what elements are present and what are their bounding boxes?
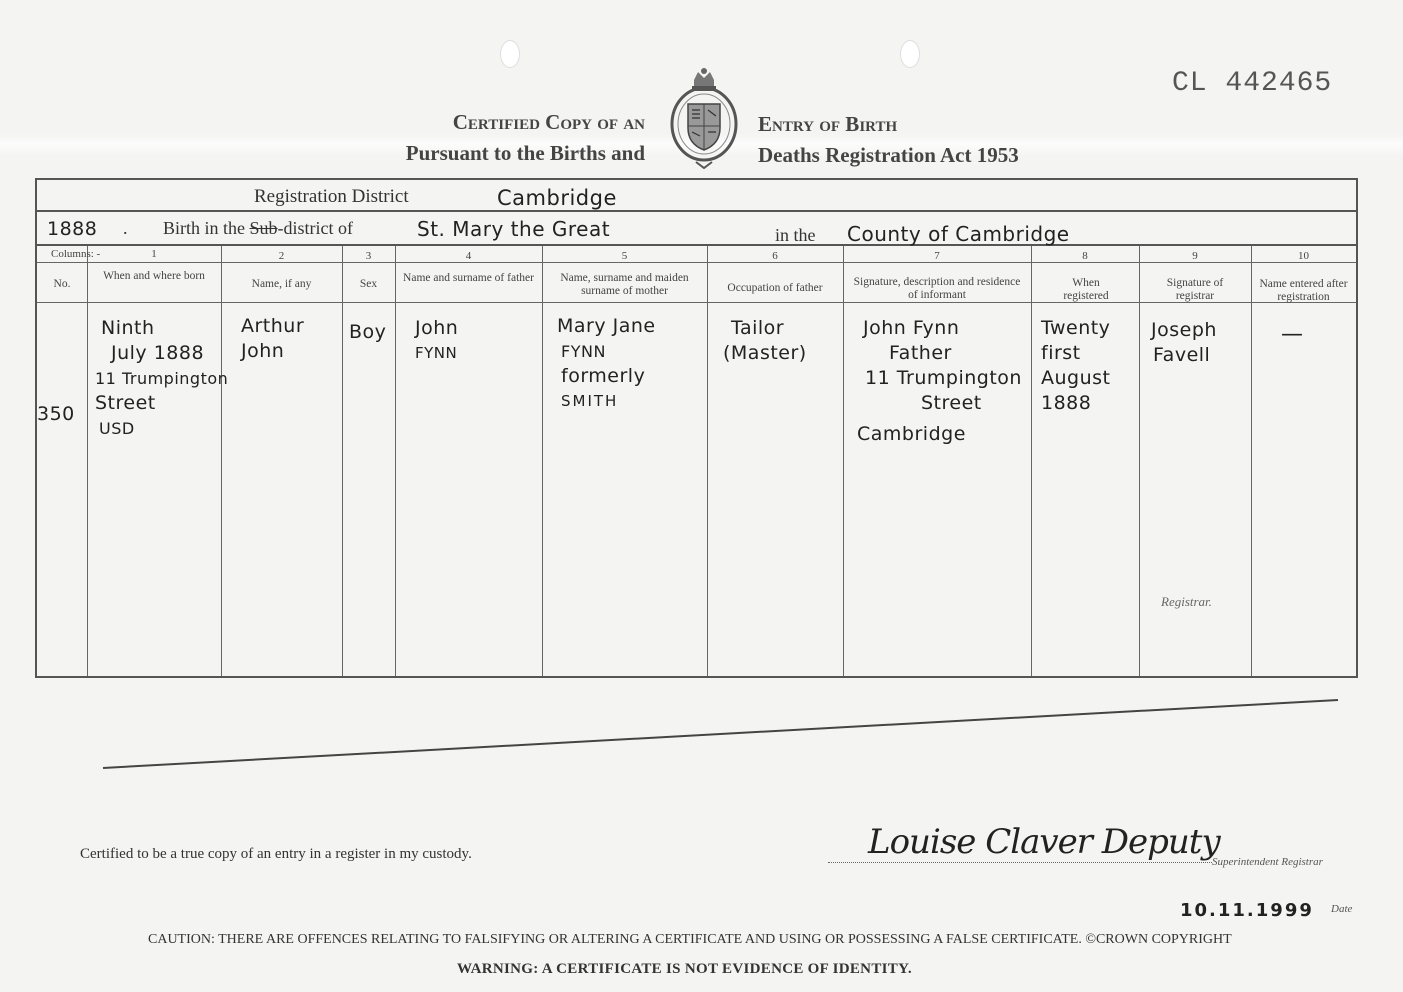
entry-father: John FYNN — [415, 317, 459, 362]
column-number: 1 — [151, 248, 157, 260]
column-heading: Name and surname of father — [403, 272, 534, 284]
column-heading: Name, surname and maiden surname of mother — [560, 272, 689, 297]
certification-statement: Certified to be a true copy of an entry in a register in my custody. — [80, 846, 472, 862]
entry-when-where-born: Ninth July 1888 11 Trumpington Street USD — [95, 317, 229, 438]
column-heading: No. — [53, 278, 71, 290]
column-number: 6 — [772, 250, 778, 262]
in-the-label: in the — [775, 225, 816, 245]
entry-registrar-signature: Joseph Favell — [1151, 319, 1217, 366]
registration-district-label: Registration District — [254, 186, 409, 207]
entry-father-occupation: Tailor (Master) — [723, 317, 807, 364]
registration-district-value: Cambridge — [497, 186, 617, 210]
subdistrict-label: Birth in the Sub-district of — [163, 218, 353, 238]
column-number: 3 — [365, 250, 372, 262]
signature-caption: Superintendent Registrar — [1212, 856, 1323, 868]
subdistrict-value: St. Mary the Great — [417, 217, 611, 241]
entry-child-name: Arthur John — [241, 315, 305, 362]
date-caption: Date — [1331, 903, 1353, 915]
registrar-caption: Registrar. — [1161, 594, 1212, 609]
entry-number: 350 — [37, 403, 75, 425]
header-right-line1: Entry of Birth — [758, 112, 898, 136]
column-number: 9 — [1192, 250, 1198, 262]
year-dot: . — [123, 218, 128, 238]
entry-informant: John Fynn Father 11 Trumpington Street Cambridge — [857, 317, 1022, 445]
column-heading: Sex — [359, 278, 378, 290]
column-heading: Signature of registrar — [1166, 277, 1224, 302]
column-number: 10 — [1298, 250, 1309, 262]
superintendent-signature: Louise Claver Deputy — [868, 822, 1220, 862]
columns-label: Columns: - — [51, 248, 101, 260]
county-value: County of Cambridge — [847, 222, 1070, 246]
column-heading: Name entered after registration — [1259, 278, 1348, 303]
column-heading: Occupation of father — [727, 282, 823, 294]
header-right-line2: Deaths Registration Act 1953 — [758, 143, 1019, 167]
column-heading: When and where born — [103, 270, 205, 282]
column-number: 5 — [621, 250, 628, 262]
entry-when-registered: Twenty first August 1888 — [1041, 317, 1111, 414]
column-number: 2 — [278, 250, 285, 262]
column-number: 7 — [934, 250, 940, 262]
signature-line — [828, 862, 1212, 863]
column-heading: When registered — [1063, 277, 1109, 302]
header-left-line2: Pursuant to the Births and — [405, 141, 645, 165]
caution-notice: CAUTION: THERE ARE OFFENCES RELATING TO FALSIFYING OR ALTERING A CERTIFICATE AND USING OR POSSESSING A FALSE CERTIFICATE. ©CROWN COPYRIGHT — [148, 932, 1232, 947]
column-heading: Name, if any — [251, 278, 312, 290]
certification-date: 10.11.1999 — [1180, 900, 1314, 921]
entry-name-after-registration: — — [1281, 322, 1304, 347]
header-left-line1: Certified Copy of an — [452, 110, 645, 134]
column-number: 4 — [465, 250, 472, 262]
entry-sex: Boy — [349, 321, 387, 343]
column-heading: Signature, description and residence of informant — [853, 276, 1021, 301]
column-number: 8 — [1082, 250, 1088, 262]
entry-mother: Mary Jane FYNN formerly SMITH — [557, 315, 656, 410]
entry-year: 1888 — [47, 218, 98, 240]
certificate-serial-number: CL 442465 — [1172, 68, 1333, 99]
identity-warning: WARNING: A CERTIFICATE IS NOT EVIDENCE OF IDENTITY. — [457, 961, 912, 977]
